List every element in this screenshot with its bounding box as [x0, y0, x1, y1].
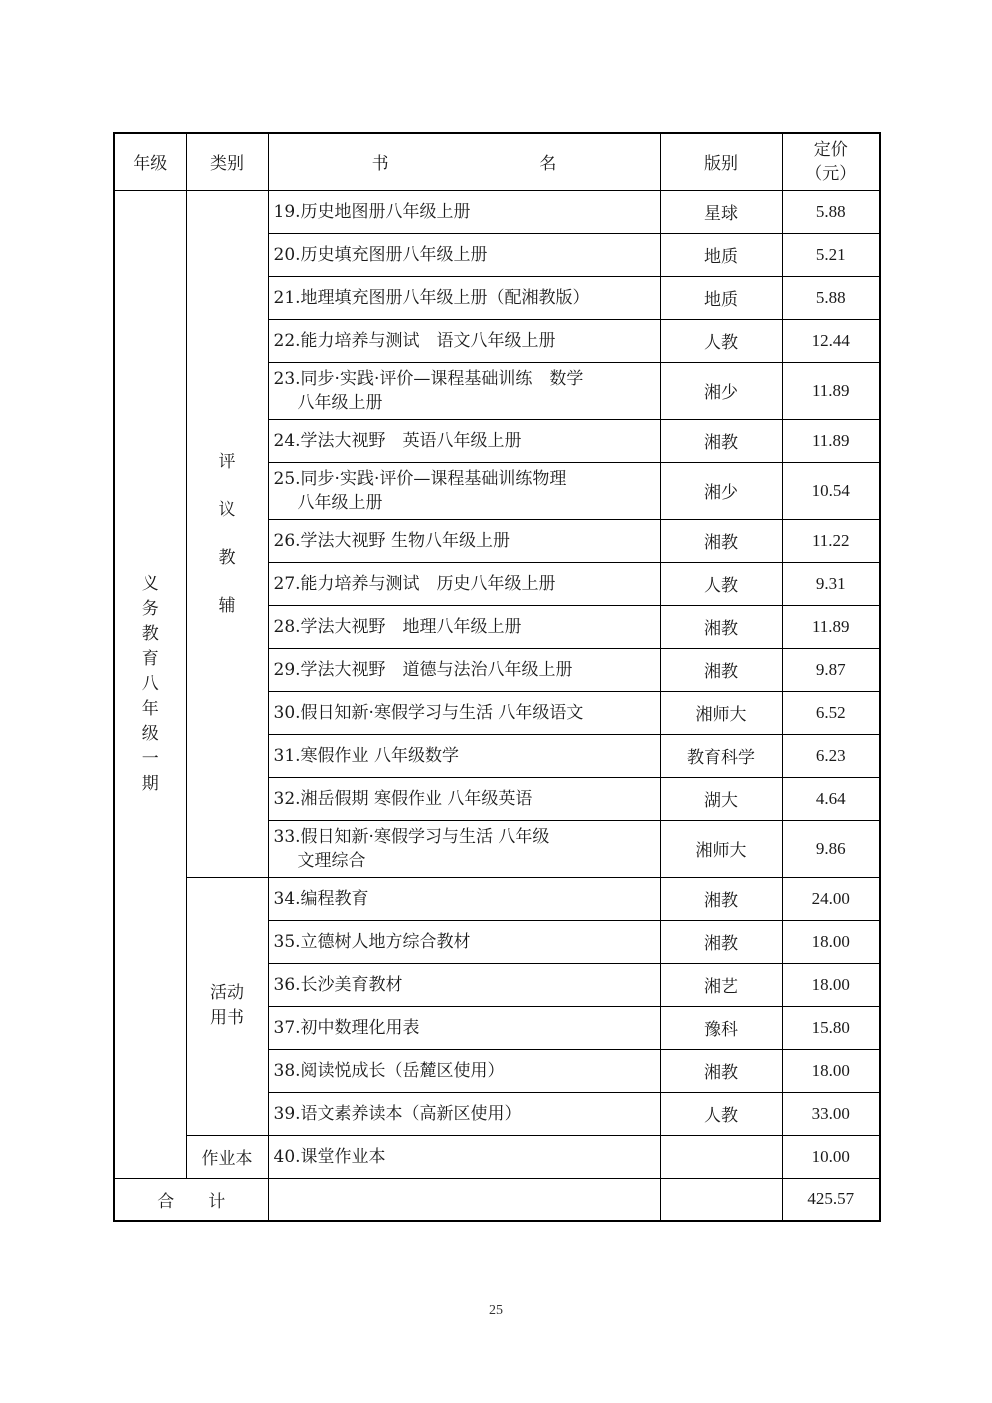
book-edition: 人教 [660, 1092, 782, 1135]
table-row [114, 190, 880, 233]
book-name: 25.同步·实践·评价—课程基础训练物理 八年级上册 [268, 462, 660, 519]
book-name: 23.同步·实践·评价—课程基础训练 数学 八年级上册 [268, 362, 660, 419]
total-empty-edition [660, 1178, 782, 1221]
book-edition: 湘少 [660, 362, 782, 419]
book-name: 34.编程教育 [268, 877, 660, 920]
book-name: 26.学法大视野 生物八年级上册 [268, 519, 660, 562]
category-activity-cell: 活动 用书 [186, 877, 268, 1135]
header-title-left: 书 [371, 154, 389, 175]
book-edition: 湘教 [660, 920, 782, 963]
book-list-table [113, 132, 881, 1222]
book-price: 4.64 [782, 777, 880, 820]
book-edition: 湘教 [660, 1049, 782, 1092]
book-edition: 湘教 [660, 419, 782, 462]
book-name: 22.能力培养与测试 语文八年级上册 [268, 319, 660, 362]
book-name: 32.湘岳假期 寒假作业 八年级英语 [268, 777, 660, 820]
book-name: 31.寒假作业 八年级数学 [268, 734, 660, 777]
header-title [268, 133, 660, 190]
book-price: 10.54 [782, 462, 880, 519]
book-price: 12.44 [782, 319, 880, 362]
book-edition: 豫科 [660, 1006, 782, 1049]
book-price: 18.00 [782, 963, 880, 1006]
book-edition: 湘教 [660, 519, 782, 562]
book-name: 27.能力培养与测试 历史八年级上册 [268, 562, 660, 605]
book-price: 11.22 [782, 519, 880, 562]
book-edition: 湘师大 [660, 691, 782, 734]
book-price: 15.80 [782, 1006, 880, 1049]
book-edition [660, 1135, 782, 1178]
book-price: 9.87 [782, 648, 880, 691]
book-name: 35.立德树人地方综合教材 [268, 920, 660, 963]
book-edition: 地质 [660, 276, 782, 319]
category-review-cell: 评 议 教 辅 [186, 190, 268, 877]
header-edition: 版别 [660, 133, 782, 190]
header-title-right: 名 [539, 154, 557, 175]
book-price: 9.86 [782, 820, 880, 877]
book-edition: 教育科学 [660, 734, 782, 777]
book-price: 6.52 [782, 691, 880, 734]
book-edition: 湘少 [660, 462, 782, 519]
table-row [114, 877, 880, 920]
book-price: 10.00 [782, 1135, 880, 1178]
header-grade: 年级 [114, 133, 186, 190]
category-homework-cell: 作业本 [186, 1135, 268, 1178]
book-name: 38.阅读悦成长（岳麓区使用） [268, 1049, 660, 1092]
book-edition: 湘师大 [660, 820, 782, 877]
book-name: 39.语文素养读本（高新区使用） [268, 1092, 660, 1135]
total-label: 合 计 [114, 1178, 268, 1221]
book-price: 24.00 [782, 877, 880, 920]
total-row [114, 1178, 880, 1221]
table-row [114, 1135, 880, 1178]
page-number: 25 [489, 1303, 503, 1318]
header-price [782, 133, 880, 190]
header-category: 类别 [186, 133, 268, 190]
book-price: 6.23 [782, 734, 880, 777]
book-edition: 湘教 [660, 648, 782, 691]
book-name: 28.学法大视野 地理八年级上册 [268, 605, 660, 648]
book-price: 5.88 [782, 276, 880, 319]
book-name: 19.历史地图册八年级上册 [268, 190, 660, 233]
book-price: 33.00 [782, 1092, 880, 1135]
book-edition: 湖大 [660, 777, 782, 820]
book-edition: 人教 [660, 319, 782, 362]
book-name: 30.假日知新·寒假学习与生活 八年级语文 [268, 691, 660, 734]
book-edition: 星球 [660, 190, 782, 233]
book-edition: 湘艺 [660, 963, 782, 1006]
total-empty-name [268, 1178, 660, 1221]
book-name: 33.假日知新·寒假学习与生活 八年级 文理综合 [268, 820, 660, 877]
book-edition: 湘教 [660, 605, 782, 648]
book-price: 11.89 [782, 419, 880, 462]
book-price: 18.00 [782, 920, 880, 963]
book-edition: 人教 [660, 562, 782, 605]
book-price: 5.21 [782, 233, 880, 276]
book-price: 11.89 [782, 605, 880, 648]
book-price: 11.89 [782, 362, 880, 419]
book-edition: 湘教 [660, 877, 782, 920]
book-name: 20.历史填充图册八年级上册 [268, 233, 660, 276]
book-price: 9.31 [782, 562, 880, 605]
book-name: 36.长沙美育教材 [268, 963, 660, 1006]
book-price: 18.00 [782, 1049, 880, 1092]
total-price: 425.57 [782, 1178, 880, 1221]
book-name: 29.学法大视野 道德与法治八年级上册 [268, 648, 660, 691]
book-name: 21.地理填充图册八年级上册（配湘教版） [268, 276, 660, 319]
header-price-line1: 定价 [813, 139, 848, 160]
book-name: 40.课堂作业本 [268, 1135, 660, 1178]
book-name: 37.初中数理化用表 [268, 1006, 660, 1049]
book-name: 24.学法大视野 英语八年级上册 [268, 419, 660, 462]
book-price: 5.88 [782, 190, 880, 233]
book-edition: 地质 [660, 233, 782, 276]
grade-cell: 义 务 教 育 八 年 级 一 期 [114, 190, 186, 1178]
header-price-line2: （元） [805, 163, 857, 184]
table-header-row [114, 133, 880, 190]
